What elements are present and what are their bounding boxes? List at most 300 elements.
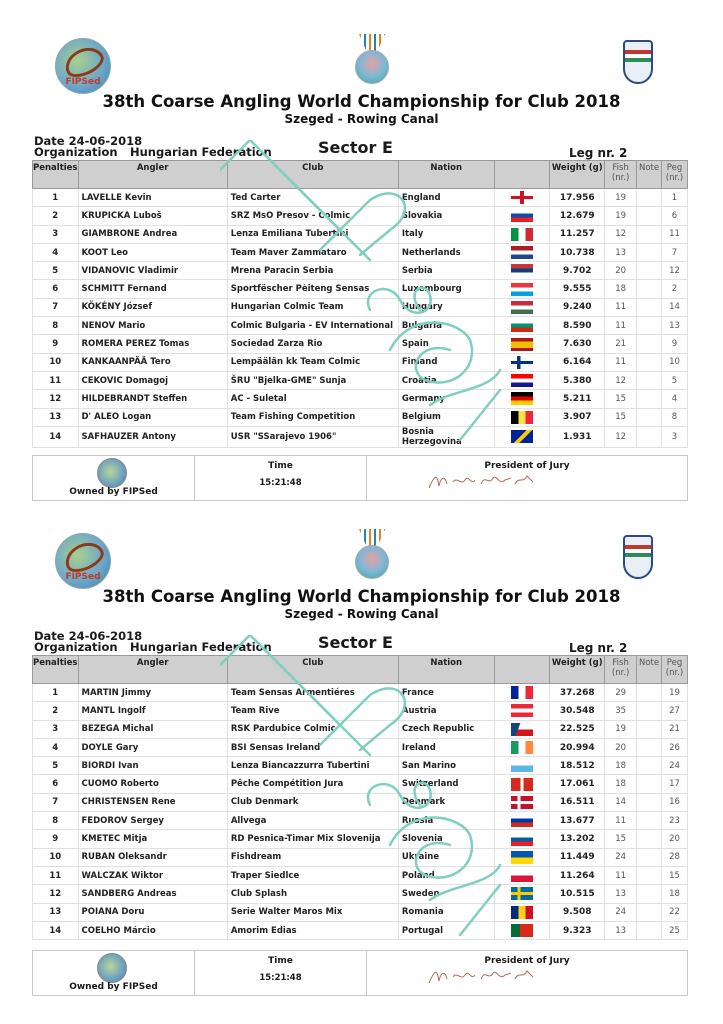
column-header-peg-nr: Peg (nr.) — [662, 161, 688, 189]
column-header-angler: Angler — [78, 656, 227, 684]
san-marino-flag-icon — [511, 759, 533, 772]
organization-value: Hungarian Federation — [130, 640, 272, 654]
president-label: President of Jury — [484, 956, 570, 966]
club-cell: Mrena Paracin Serbia — [227, 262, 398, 280]
angler-cell: KRUPICKA Luboš — [78, 207, 227, 225]
fish-cell: 13 — [605, 885, 637, 903]
weight-cell: 17.956 — [550, 189, 605, 207]
flag-cell — [494, 720, 550, 738]
flag-cell — [494, 866, 550, 884]
peg-cell: 21 — [662, 720, 688, 738]
sheet-footer — [32, 950, 688, 996]
nation-cell: Finland — [398, 353, 494, 371]
angler-cell: WALCZAK Wiktor — [78, 866, 227, 884]
position-cell: 2 — [33, 702, 79, 720]
angler-cell: D' ALEO Logan — [78, 408, 227, 426]
angler-cell: SANDBERG Andreas — [78, 885, 227, 903]
belgium-flag-icon — [511, 411, 533, 424]
romania-flag-icon — [511, 906, 533, 919]
date-label: Date 24-06-2018 — [34, 629, 143, 643]
position-cell: 14 — [33, 426, 79, 447]
note-cell — [637, 371, 662, 389]
weight-cell: 22.525 — [550, 720, 605, 738]
note-cell — [637, 390, 662, 408]
fish-cell: 12 — [605, 371, 637, 389]
owned-by-text: Owned by FIPSed — [69, 982, 158, 992]
nation-cell: Ireland — [398, 738, 494, 756]
angler-cell: KANKAANPÄÄ Tero — [78, 353, 227, 371]
peg-cell: 9 — [662, 335, 688, 353]
club-cell: Hungarian Colmic Team — [227, 298, 398, 316]
column-header-flag — [494, 161, 550, 189]
switzerland-flag-icon — [511, 778, 533, 791]
note-cell — [637, 757, 662, 775]
nation-cell: Serbia — [398, 262, 494, 280]
angler-cell: FEDOROV Sergey — [78, 812, 227, 830]
club-cell: Team Fishing Competition — [227, 408, 398, 426]
peg-cell: 18 — [662, 885, 688, 903]
germany-flag-icon — [511, 392, 533, 405]
angler-cell: MARTIN Jimmy — [78, 684, 227, 702]
table-row — [33, 866, 688, 884]
footer-president-cell — [367, 951, 687, 995]
club-cell: Team Sensas Armentiéres — [227, 684, 398, 702]
club-cell: Traper Siedlce — [227, 866, 398, 884]
flag-cell — [494, 317, 550, 335]
club-cell: Serie Walter Maros Mix — [227, 903, 398, 921]
flag-cell — [494, 189, 550, 207]
peg-cell: 17 — [662, 775, 688, 793]
column-header-peg-nr: Peg (nr.) — [662, 656, 688, 684]
fish-cell: 15 — [605, 830, 637, 848]
table-row — [33, 408, 688, 426]
position-cell: 6 — [33, 280, 79, 298]
nation-cell: Slovakia — [398, 207, 494, 225]
flag-cell — [494, 280, 550, 298]
club-cell: Club Splash — [227, 885, 398, 903]
fish-cell: 29 — [605, 684, 637, 702]
position-cell: 12 — [33, 885, 79, 903]
sector-title: Sector E — [318, 138, 393, 157]
table-row — [33, 189, 688, 207]
fish-cell: 12 — [605, 225, 637, 243]
position-cell: 1 — [33, 189, 79, 207]
angler-cell: LAVELLE Kevin — [78, 189, 227, 207]
peg-cell: 11 — [662, 225, 688, 243]
fish-cell: 19 — [605, 720, 637, 738]
position-cell: 9 — [33, 830, 79, 848]
note-cell — [637, 335, 662, 353]
fish-cell: 13 — [605, 243, 637, 261]
fish-cell: 20 — [605, 262, 637, 280]
fipsed-logo-icon: FIPSed — [55, 533, 111, 589]
club-cell: AC - Suletal — [227, 390, 398, 408]
fipsed-small-logo-icon — [97, 953, 127, 983]
flag-cell — [494, 207, 550, 225]
nation-cell: Croatia — [398, 371, 494, 389]
fish-cell: 18 — [605, 775, 637, 793]
column-header-nation: Nation — [398, 161, 494, 189]
leg-number: Leg nr. 2 — [569, 146, 628, 160]
note-cell — [637, 848, 662, 866]
fish-cell: 24 — [605, 848, 637, 866]
fipsed-small-logo-icon — [97, 458, 127, 488]
peg-cell: 26 — [662, 738, 688, 756]
peg-cell: 4 — [662, 390, 688, 408]
nation-cell: Slovenia — [398, 830, 494, 848]
flag-cell — [494, 757, 550, 775]
fish-cell: 20 — [605, 738, 637, 756]
note-cell — [637, 353, 662, 371]
position-cell: 7 — [33, 793, 79, 811]
angler-cell: CEKOVIC Domagoj — [78, 371, 227, 389]
time-value: 15:21:48 — [259, 478, 302, 488]
note-cell — [637, 866, 662, 884]
england-flag-icon — [511, 191, 533, 204]
weight-cell: 37.268 — [550, 684, 605, 702]
nation-cell: Switzerland — [398, 775, 494, 793]
note-cell — [637, 189, 662, 207]
peg-cell: 14 — [662, 298, 688, 316]
angler-cell: HILDEBRANDT Steffen — [78, 390, 227, 408]
fish-cell: 18 — [605, 757, 637, 775]
note-cell — [637, 738, 662, 756]
note-cell — [637, 280, 662, 298]
table-row — [33, 298, 688, 316]
table-row — [33, 371, 688, 389]
position-cell: 3 — [33, 720, 79, 738]
table-row — [33, 207, 688, 225]
results-sheet-2 — [0, 495, 723, 995]
position-cell: 3 — [33, 225, 79, 243]
table-row — [33, 335, 688, 353]
results-table — [32, 655, 688, 940]
fish-cell: 11 — [605, 866, 637, 884]
position-cell: 2 — [33, 207, 79, 225]
nation-cell: Netherlands — [398, 243, 494, 261]
peg-cell: 22 — [662, 903, 688, 921]
note-cell — [637, 830, 662, 848]
fish-cell: 15 — [605, 408, 637, 426]
angler-cell: ROMERA PEREZ Tomas — [78, 335, 227, 353]
column-header-note: Note — [637, 656, 662, 684]
club-cell: Lenza Emiliana Tubertini — [227, 225, 398, 243]
table-row — [33, 684, 688, 702]
croatia-flag-icon — [511, 374, 533, 387]
weight-cell: 9.240 — [550, 298, 605, 316]
nation-cell: Czech Republic — [398, 720, 494, 738]
owned-by-text: Owned by FIPSed — [69, 487, 158, 497]
fish-cell: 19 — [605, 207, 637, 225]
table-row — [33, 757, 688, 775]
note-cell — [637, 298, 662, 316]
nation-cell: Spain — [398, 335, 494, 353]
nation-cell: Germany — [398, 390, 494, 408]
club-cell: Lempäälän kk Team Colmic — [227, 353, 398, 371]
weight-cell: 10.515 — [550, 885, 605, 903]
fish-cell: 13 — [605, 921, 637, 939]
weight-cell: 10.738 — [550, 243, 605, 261]
column-header-fish-nr: Fish (nr.) — [605, 656, 637, 684]
column-header-note: Note — [637, 161, 662, 189]
flag-cell — [494, 408, 550, 426]
club-cell: BSI Sensas Ireland — [227, 738, 398, 756]
mohosz-crest-icon — [623, 40, 653, 84]
club-cell: Fishdream — [227, 848, 398, 866]
club-cell: Team Maver Zammataro — [227, 243, 398, 261]
column-header-nation: Nation — [398, 656, 494, 684]
note-cell — [637, 426, 662, 447]
weight-cell: 9.508 — [550, 903, 605, 921]
note-cell — [637, 262, 662, 280]
club-cell: Ted Carter — [227, 189, 398, 207]
flag-cell — [494, 793, 550, 811]
denmark-flag-icon — [511, 796, 533, 809]
club-cell: Sportfëscher Pèiteng Sensas — [227, 280, 398, 298]
nation-cell: Austria — [398, 702, 494, 720]
table-row — [33, 830, 688, 848]
flag-cell — [494, 390, 550, 408]
position-cell: 10 — [33, 848, 79, 866]
peg-cell: 8 — [662, 408, 688, 426]
peg-cell: 19 — [662, 684, 688, 702]
nation-cell: France — [398, 684, 494, 702]
results-sheet-1 — [0, 0, 723, 500]
sweden-flag-icon — [511, 887, 533, 900]
flag-cell — [494, 353, 550, 371]
weight-cell: 9.555 — [550, 280, 605, 298]
ireland-flag-icon — [511, 741, 533, 754]
position-cell: 14 — [33, 921, 79, 939]
note-cell — [637, 720, 662, 738]
fish-cell: 11 — [605, 812, 637, 830]
table-row — [33, 885, 688, 903]
flag-cell — [494, 225, 550, 243]
club-cell: Team Rive — [227, 702, 398, 720]
fipsed-logo-icon: FIPSed — [55, 38, 111, 94]
peg-cell: 5 — [662, 371, 688, 389]
column-header-flag — [494, 656, 550, 684]
position-cell: 6 — [33, 775, 79, 793]
table-row — [33, 921, 688, 939]
portugal-flag-icon — [511, 924, 533, 937]
table-row — [33, 243, 688, 261]
weight-cell: 9.323 — [550, 921, 605, 939]
angler-cell: BEZEGA Michal — [78, 720, 227, 738]
footer-time-cell — [195, 951, 367, 995]
note-cell — [637, 207, 662, 225]
nation-cell: Romania — [398, 903, 494, 921]
angler-cell: VIDANOVIC Vladimir — [78, 262, 227, 280]
ukraine-flag-icon — [511, 851, 533, 864]
peg-cell: 28 — [662, 848, 688, 866]
angler-cell: DOYLE Gary — [78, 738, 227, 756]
weight-cell: 17.061 — [550, 775, 605, 793]
peg-cell: 15 — [662, 866, 688, 884]
angler-cell: KOOT Leo — [78, 243, 227, 261]
table-row — [33, 280, 688, 298]
fish-cell: 12 — [605, 426, 637, 447]
angler-cell: NENOV Mario — [78, 317, 227, 335]
peg-cell: 3 — [662, 426, 688, 447]
peg-cell: 27 — [662, 702, 688, 720]
peg-cell: 16 — [662, 793, 688, 811]
weight-cell: 7.630 — [550, 335, 605, 353]
fish-cell: 21 — [605, 335, 637, 353]
weight-cell: 12.679 — [550, 207, 605, 225]
weight-cell: 6.164 — [550, 353, 605, 371]
flag-cell — [494, 921, 550, 939]
position-cell: 5 — [33, 262, 79, 280]
championship-emblem-icon — [349, 34, 395, 84]
club-cell: ŠRU "Bjelka-GME" Sunja — [227, 371, 398, 389]
angler-cell: MANTL Ingolf — [78, 702, 227, 720]
position-cell: 13 — [33, 903, 79, 921]
position-cell: 8 — [33, 812, 79, 830]
angler-cell: RUBAN Oleksandr — [78, 848, 227, 866]
flag-cell — [494, 298, 550, 316]
spain-flag-icon — [511, 338, 533, 351]
finland-flag-icon — [511, 356, 533, 369]
note-cell — [637, 775, 662, 793]
column-header-angler: Angler — [78, 161, 227, 189]
time-label: Time — [268, 461, 293, 471]
weight-cell: 5.380 — [550, 371, 605, 389]
nation-cell: San Marino — [398, 757, 494, 775]
peg-cell: 10 — [662, 353, 688, 371]
position-cell: 11 — [33, 866, 79, 884]
column-header-club: Club — [227, 656, 398, 684]
note-cell — [637, 921, 662, 939]
signature-icon — [427, 472, 537, 490]
flag-cell — [494, 426, 550, 447]
nation-cell: Denmark — [398, 793, 494, 811]
fish-cell: 14 — [605, 793, 637, 811]
flag-cell — [494, 738, 550, 756]
table-row — [33, 317, 688, 335]
position-cell: 10 — [33, 353, 79, 371]
fish-cell: 11 — [605, 353, 637, 371]
club-cell: Club Denmark — [227, 793, 398, 811]
table-row — [33, 812, 688, 830]
nation-cell: Bulgaria — [398, 317, 494, 335]
table-row — [33, 262, 688, 280]
table-row — [33, 793, 688, 811]
angler-cell: POIANA Doru — [78, 903, 227, 921]
note-cell — [637, 885, 662, 903]
position-cell: 11 — [33, 371, 79, 389]
fish-cell: 11 — [605, 317, 637, 335]
fish-cell: 15 — [605, 390, 637, 408]
footer-time-cell — [195, 456, 367, 500]
organization-label: Organization — [34, 145, 118, 159]
peg-cell: 6 — [662, 207, 688, 225]
peg-cell: 13 — [662, 317, 688, 335]
nation-cell: Russia — [398, 812, 494, 830]
flag-cell — [494, 775, 550, 793]
fish-cell: 24 — [605, 903, 637, 921]
weight-cell: 11.264 — [550, 866, 605, 884]
footer-owner-cell — [33, 456, 195, 500]
weight-cell: 13.202 — [550, 830, 605, 848]
france-flag-icon — [511, 686, 533, 699]
flag-cell — [494, 885, 550, 903]
serbia-flag-icon — [511, 264, 533, 277]
fish-cell: 35 — [605, 702, 637, 720]
club-cell: Lenza Biancazzurra Tubertini — [227, 757, 398, 775]
luxembourg-flag-icon — [511, 283, 533, 296]
angler-cell: COELHO Márcio — [78, 921, 227, 939]
bosnia-flag-icon — [511, 430, 533, 443]
hungary-flag-icon — [511, 301, 533, 314]
italy-flag-icon — [511, 228, 533, 241]
nation-cell: Portugal — [398, 921, 494, 939]
flag-cell — [494, 848, 550, 866]
president-label: President of Jury — [484, 461, 570, 471]
weight-cell: 8.590 — [550, 317, 605, 335]
flag-cell — [494, 335, 550, 353]
weight-cell: 18.512 — [550, 757, 605, 775]
peg-cell: 12 — [662, 262, 688, 280]
flag-cell — [494, 830, 550, 848]
angler-cell: CHRISTENSEN Rene — [78, 793, 227, 811]
table-row — [33, 353, 688, 371]
peg-cell: 25 — [662, 921, 688, 939]
bulgaria-flag-icon — [511, 319, 533, 332]
club-cell: Pêche Compétition Jura — [227, 775, 398, 793]
peg-cell: 7 — [662, 243, 688, 261]
nation-cell: Luxembourg — [398, 280, 494, 298]
nation-cell: Ukraine — [398, 848, 494, 866]
mohosz-crest-icon — [623, 535, 653, 579]
table-header-row — [33, 161, 688, 189]
club-cell: RD Pesnica-Timar Mix Slovenija — [227, 830, 398, 848]
nation-cell: Italy — [398, 225, 494, 243]
flag-cell — [494, 702, 550, 720]
note-cell — [637, 812, 662, 830]
weight-cell: 5.211 — [550, 390, 605, 408]
nation-cell: Hungary — [398, 298, 494, 316]
table-row — [33, 775, 688, 793]
note-cell — [637, 793, 662, 811]
weight-cell: 13.677 — [550, 812, 605, 830]
organization-label: Organization — [34, 640, 118, 654]
venue-subtitle: Szeged - Rowing Canal — [284, 607, 439, 621]
table-row — [33, 848, 688, 866]
position-cell: 12 — [33, 390, 79, 408]
flag-cell — [494, 812, 550, 830]
club-cell: Sociedad Zarza Rio — [227, 335, 398, 353]
position-cell: 13 — [33, 408, 79, 426]
club-cell: Amorim Edias — [227, 921, 398, 939]
club-cell: Colmic Bulgaria - EV International — [227, 317, 398, 335]
footer-president-cell — [367, 456, 687, 500]
czech-flag-icon — [511, 723, 533, 736]
flag-cell — [494, 262, 550, 280]
note-cell — [637, 903, 662, 921]
fish-cell: 19 — [605, 189, 637, 207]
position-cell: 1 — [33, 684, 79, 702]
weight-cell: 20.994 — [550, 738, 605, 756]
time-label: Time — [268, 956, 293, 966]
slovenia-flag-icon — [511, 833, 533, 846]
note-cell — [637, 317, 662, 335]
position-cell: 4 — [33, 243, 79, 261]
flag-cell — [494, 684, 550, 702]
club-cell: USR "SSarajevo 1906" — [227, 426, 398, 447]
sector-title: Sector E — [318, 633, 393, 652]
table-row — [33, 225, 688, 243]
